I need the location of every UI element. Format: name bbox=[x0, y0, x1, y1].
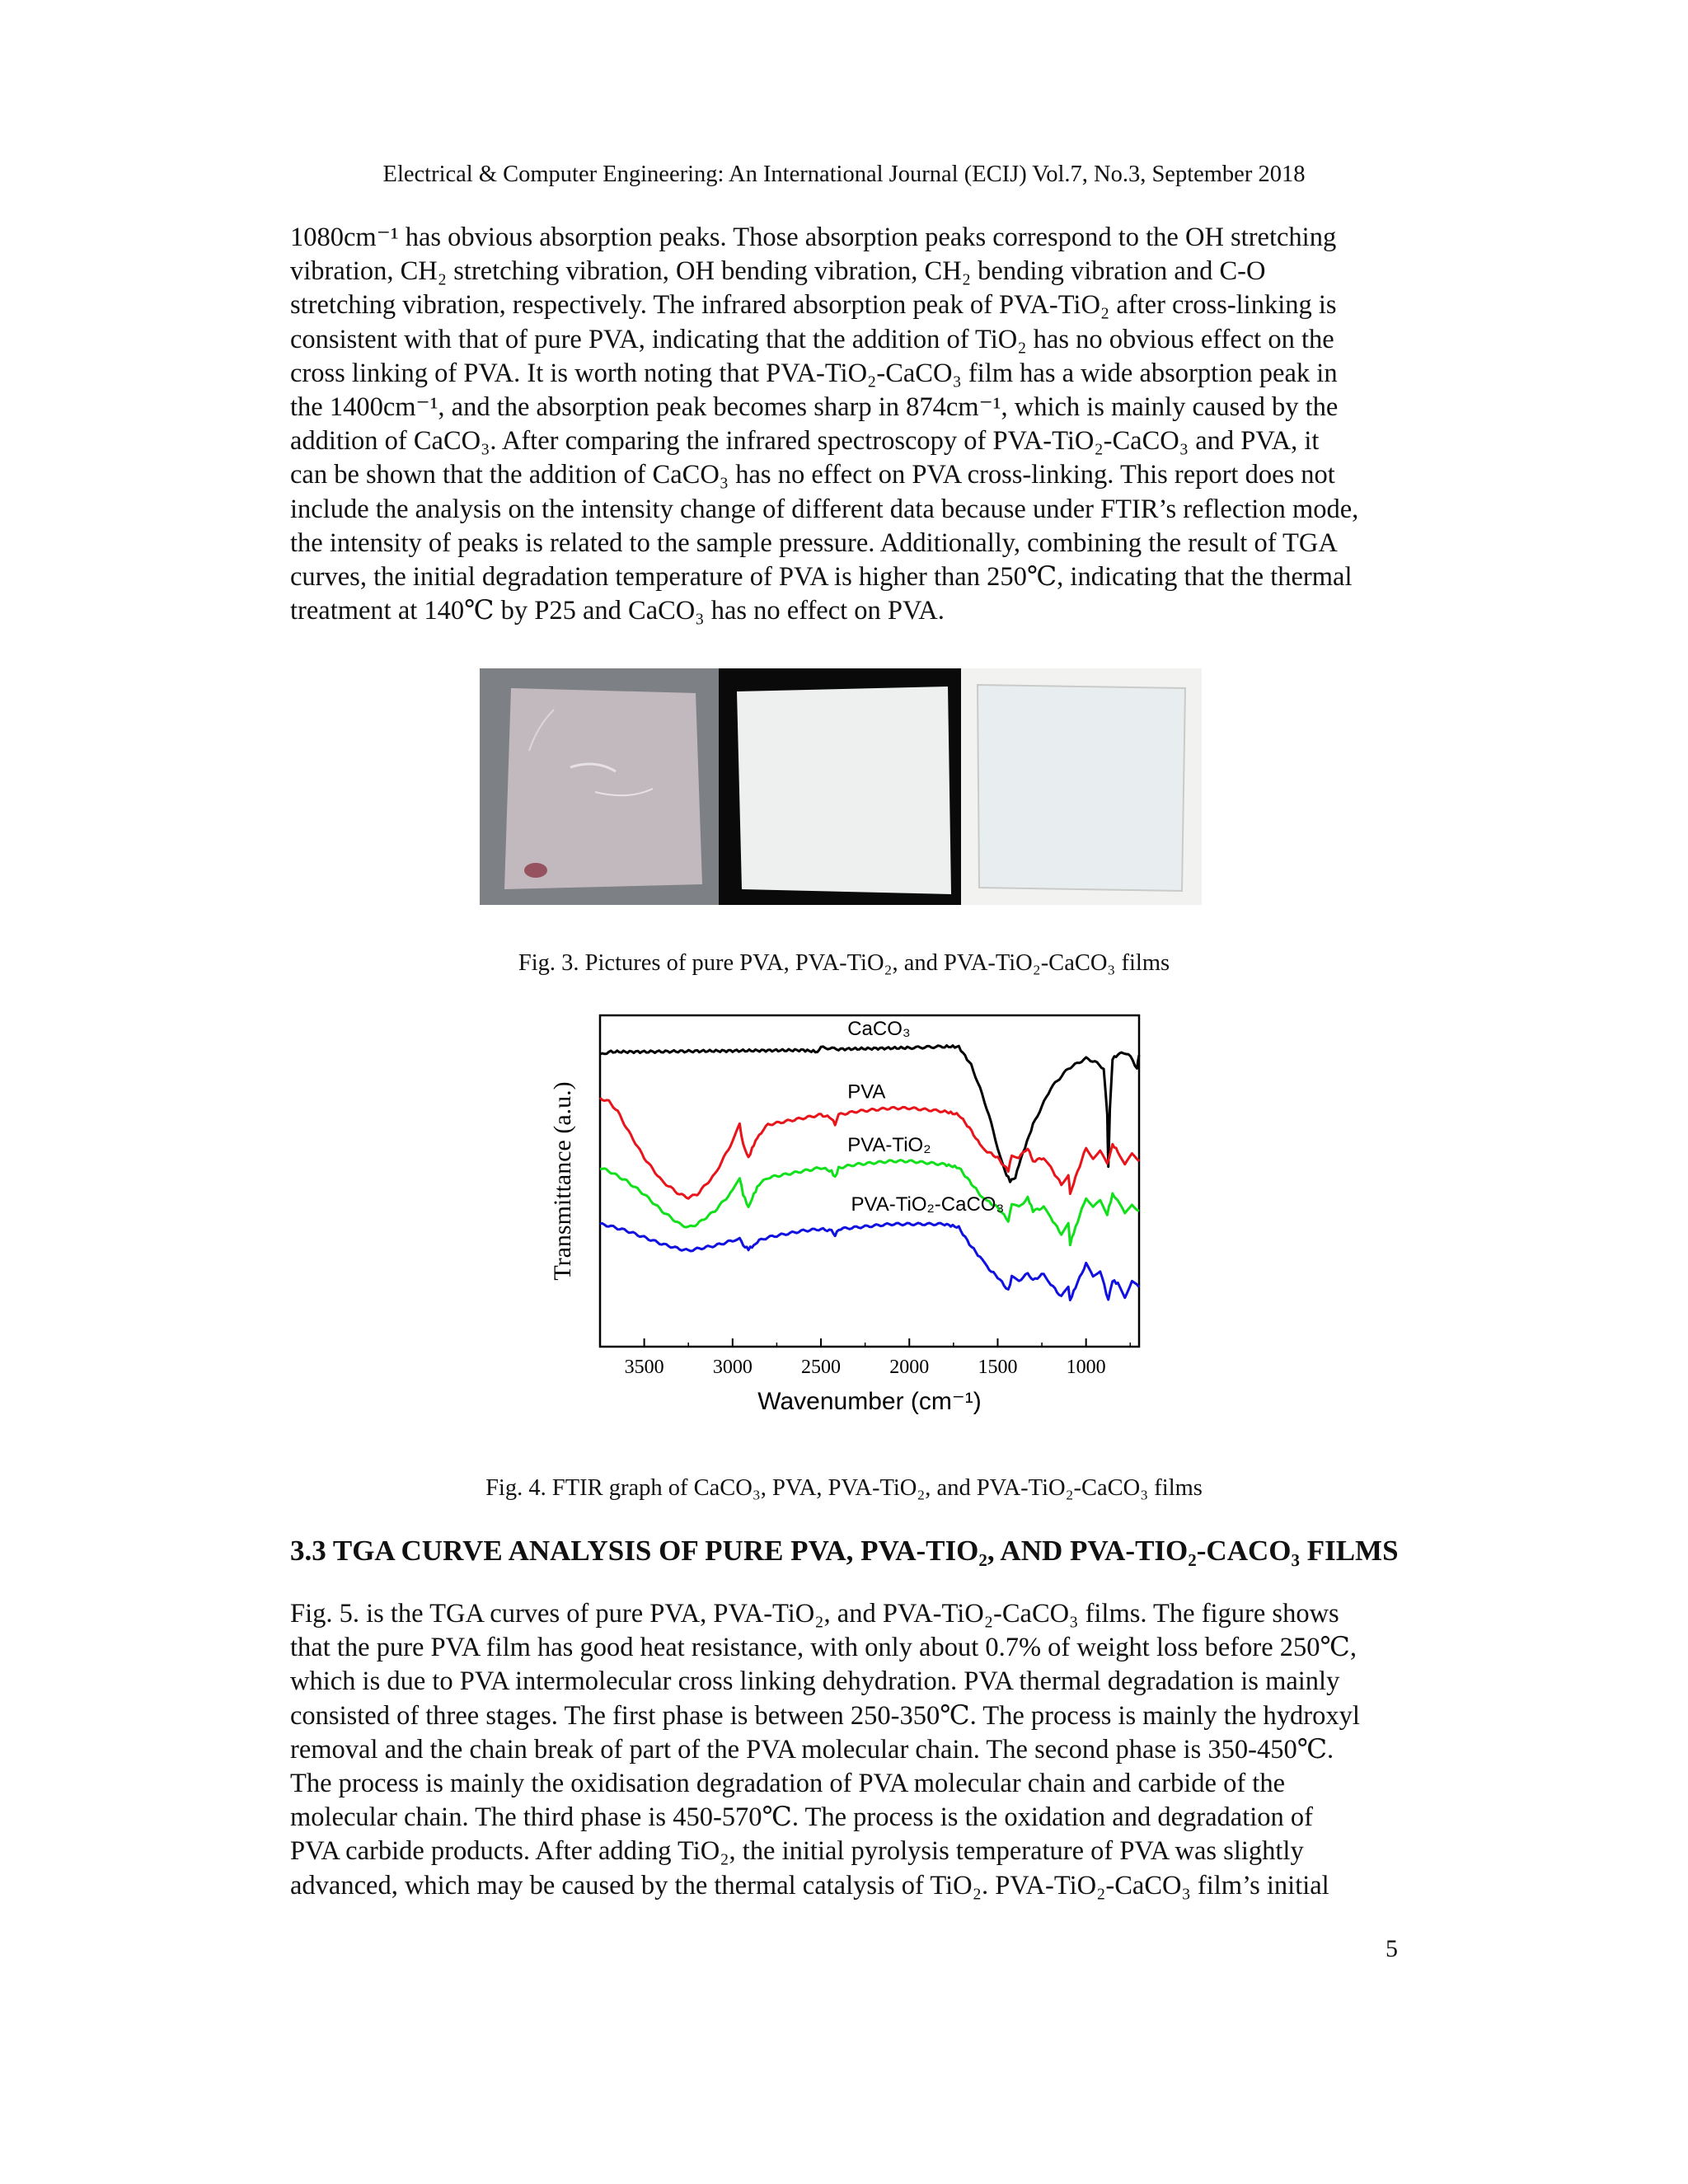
figure-3-caption: Fig. 3. Pictures of pure PVA, PVA-TiO₂, and PVA-TiO₂-CaCO₃ films bbox=[518, 950, 1170, 976]
text-line: treatment at 140℃ by P25 and CaCO₃ has no effect on PVA. bbox=[290, 596, 945, 626]
pva-tio2-caco3-film-shape bbox=[978, 685, 1185, 891]
section-heading: 3.3 TGA CURVE ANALYSIS OF PURE PVA, PVA-TIO₂, AND PVA-TIO₂-CACO₃ FILMS bbox=[290, 1535, 1399, 1567]
text-line: Fig. 5. is the TGA curves of pure PVA, PVA-TiO₂, and PVA-TiO₂-CaCO₃ films. The figure shows bbox=[290, 1599, 1339, 1629]
text-line: the intensity of peaks is related to the sample pressure. Additionally, combining the result of TGA bbox=[290, 527, 1338, 558]
x-tick-label: 2500 bbox=[801, 1357, 842, 1378]
photo-pure-pva-film bbox=[480, 668, 719, 905]
text-line: PVA carbide products. After adding TiO₂, the initial pyrolysis temperature of PVA was slightly bbox=[290, 1836, 1304, 1867]
text-line: can be shown that the addition of CaCO₃ has no effect on PVA cross-linking. This report does not bbox=[290, 460, 1335, 490]
body-paragraph-1 bbox=[290, 221, 1398, 628]
y-axis-label: Transmittance (a.u.) bbox=[549, 1081, 576, 1281]
text-line: addition of CaCO₃. After comparing the infrared spectroscopy of PVA-TiO₂-CaCO₃ and PVA, it bbox=[290, 426, 1320, 457]
text-line: vibration, CH₂ stretching vibration, OH bending vibration, CH₂ bending vibration and C-O bbox=[290, 256, 1266, 287]
text-line: removal and the chain break of part of the PVA molecular chain. The second phase is 350-450℃. bbox=[290, 1734, 1334, 1765]
text-line: curves, the initial degradation temperature of PVA is higher than 250℃, indicating that the thermal bbox=[290, 562, 1353, 593]
photo-pva-tio2-film bbox=[719, 668, 961, 905]
text-line: advanced, which may be caused by the thermal catalysis of TiO₂. PVA-TiO₂-CaCO₃ film’s initial bbox=[290, 1870, 1329, 1900]
text-line: that the pure PVA film has good heat resistance, with only about 0.7% of weight loss before 250℃, bbox=[290, 1633, 1357, 1663]
body-paragraph-2 bbox=[290, 1597, 1398, 1903]
text-line: stretching vibration, respectively. The infrared absorption peak of PVA-TiO₂ after cross-linking is bbox=[290, 290, 1337, 321]
figure-4-caption: Fig. 4. FTIR graph of CaCO₃, PVA, PVA-TiO₂, and PVA-TiO₂-CaCO₃ films bbox=[485, 1475, 1203, 1501]
x-axis-label: Wavenumber (cm⁻¹) bbox=[757, 1388, 982, 1415]
pva-tio2-film-shape bbox=[737, 687, 951, 894]
text-line: consisted of three stages. The first phase is between 250-350℃. The process is mainly the hydroxyl bbox=[290, 1700, 1360, 1731]
series-annotation: PVA-TiO₂-CaCO₃ bbox=[851, 1193, 1005, 1216]
ftir-chart-svg bbox=[544, 1005, 1154, 1434]
film-stain bbox=[524, 863, 547, 878]
page-number: 5 bbox=[1386, 1935, 1398, 1962]
plot-frame bbox=[600, 1015, 1139, 1347]
pva-film-shape bbox=[504, 688, 702, 889]
text-line: include the analysis on the intensity change of different data because under FTIR’s reflection mode, bbox=[290, 494, 1359, 524]
text-line: molecular chain. The third phase is 450-570℃. The process is the oxidation and degradation of bbox=[290, 1802, 1313, 1833]
x-tick-label: 2000 bbox=[889, 1357, 930, 1378]
figure-4-ftir-chart bbox=[544, 1005, 1154, 1434]
series-annotation: CaCO₃ bbox=[847, 1018, 911, 1041]
text-line: 1080cm⁻¹ has obvious absorption peaks. Those absorption peaks correspond to the OH stretching bbox=[290, 223, 1337, 252]
photo-pva-tio2-graphic bbox=[719, 668, 961, 905]
series-annotation: PVA-TiO₂ bbox=[847, 1133, 931, 1156]
x-tick-label: 3500 bbox=[624, 1357, 664, 1378]
text-line: which is due to PVA intermolecular cross linking dehydration. PVA thermal degradation is mainly bbox=[290, 1666, 1340, 1697]
x-tick-label: 1500 bbox=[978, 1357, 1018, 1378]
text-line: cross linking of PVA. It is worth noting that PVA-TiO₂-CaCO₃ film has a wide absorption peak in bbox=[290, 358, 1338, 388]
series-annotation: PVA bbox=[847, 1080, 886, 1104]
photo-pva-tio2-caco3-graphic bbox=[961, 668, 1202, 905]
figure-3-photos bbox=[480, 668, 1202, 905]
text-line: The process is mainly the oxidisation degradation of PVA molecular chain and carbide of the bbox=[290, 1769, 1285, 1799]
x-tick-label: 3000 bbox=[712, 1357, 753, 1378]
running-header: Electrical & Computer Engineering: An International Journal (ECIJ) Vol.7, No.3, September 2018 bbox=[382, 162, 1306, 187]
photo-pure-pva-graphic bbox=[480, 668, 719, 905]
photo-pva-tio2-caco3-film bbox=[961, 668, 1202, 905]
x-tick-label: 1000 bbox=[1066, 1357, 1106, 1378]
text-line: consistent with that of pure PVA, indicating that the addition of TiO₂ has no obvious effect on the bbox=[290, 324, 1334, 354]
text-line: the 1400cm⁻¹, and the absorption peak becomes sharp in 874cm⁻¹, which is mainly caused by the bbox=[290, 392, 1339, 423]
